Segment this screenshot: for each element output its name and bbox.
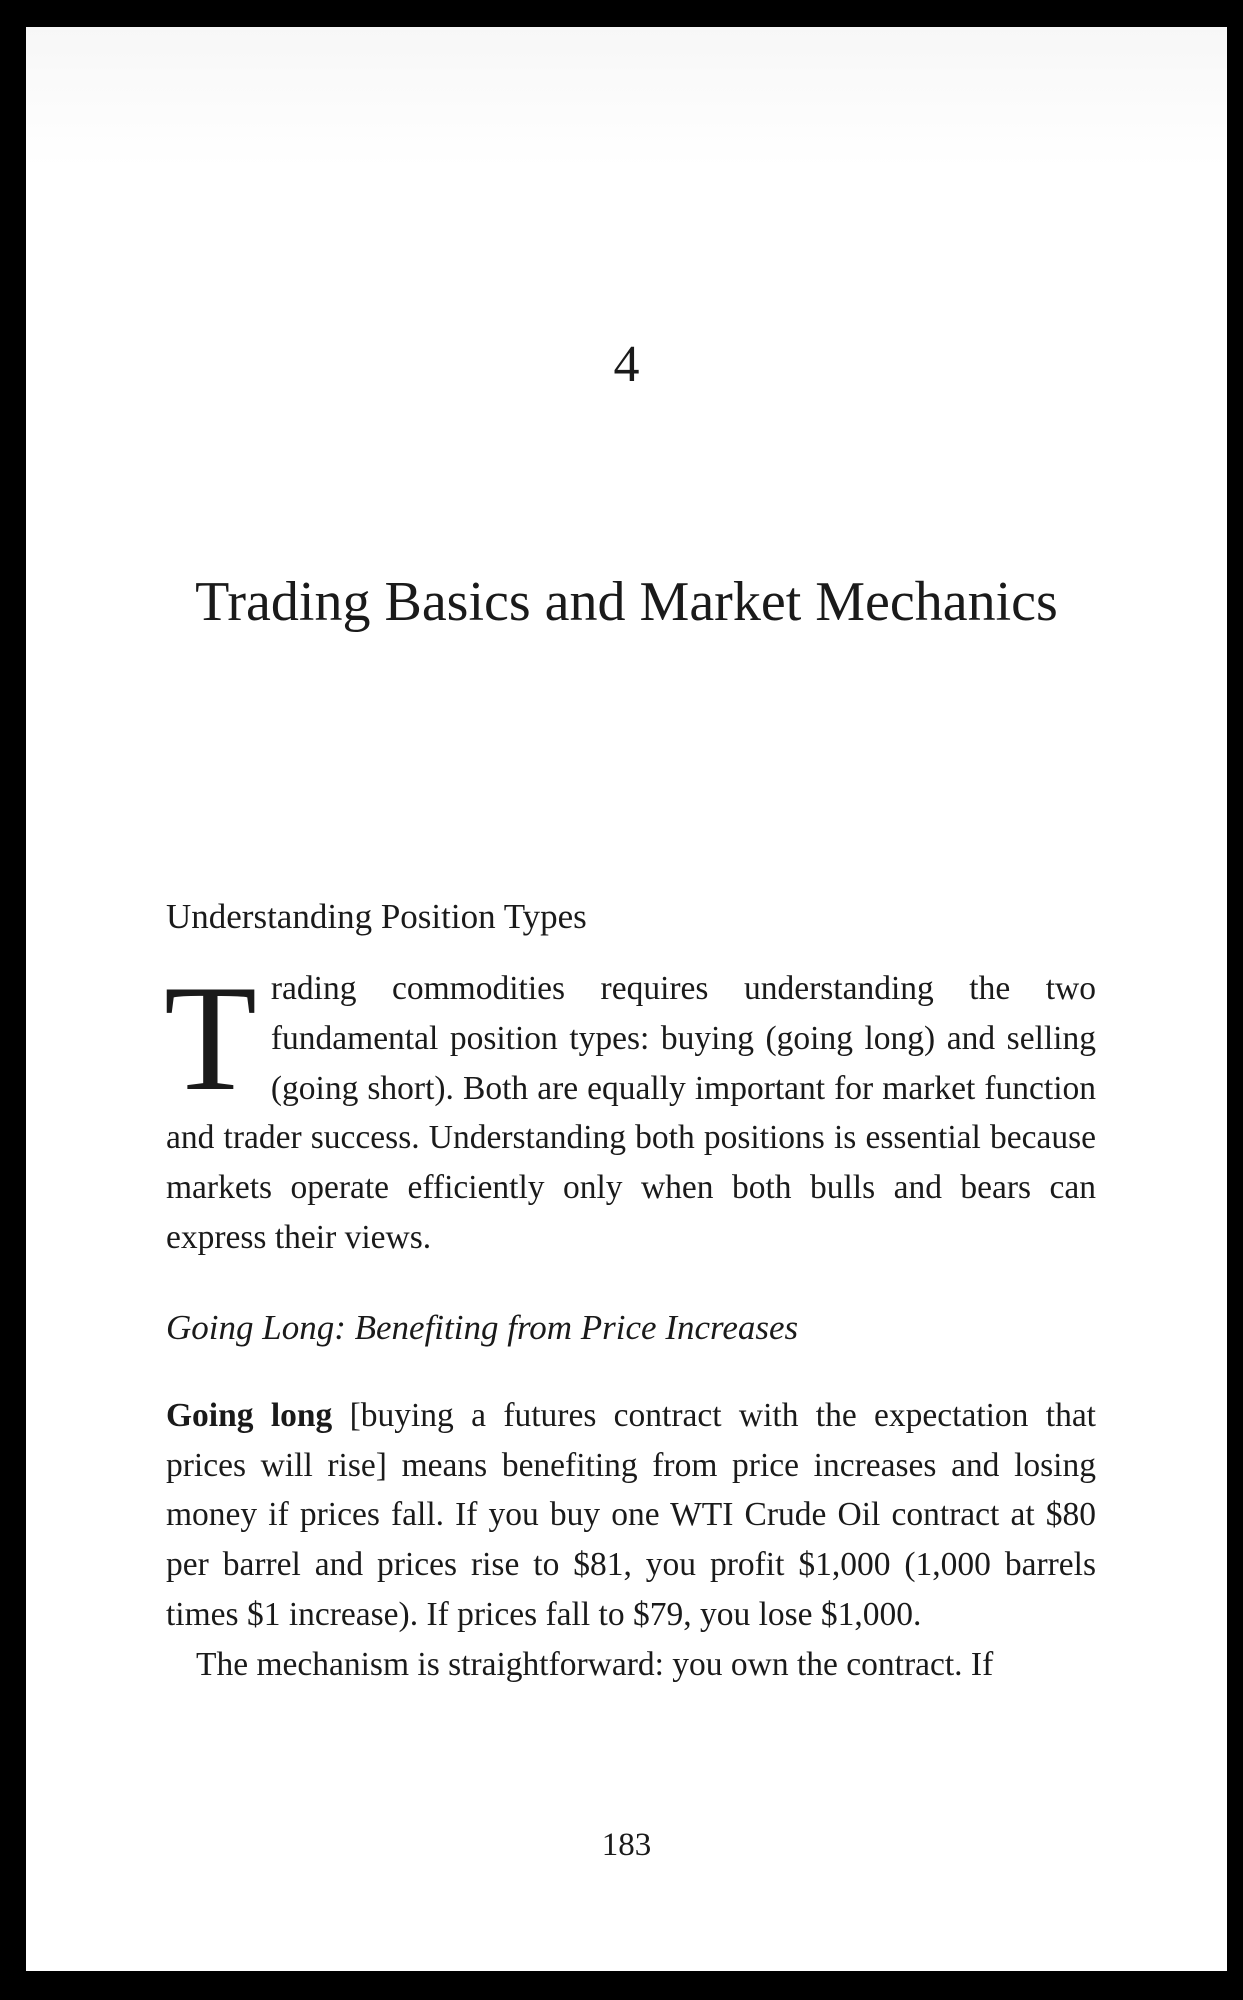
definition-paragraph [166, 1391, 1096, 1640]
section-heading: Understanding Position Types [166, 897, 587, 936]
intro-paragraph-text: rading commodities requires understanding the two fundamental position types: buying (going long) and selling (going short). Both are equally important for market function and trader success. Understanding both positions is essential because markets operate efficiently only when both bulls and bears can express their views. [166, 970, 1096, 1256]
page-number: 183 [601, 1827, 652, 1863]
definition-text: [buying a futures contract with the expectation that prices will rise] means benefiting from price increases and losing money if prices fall. If you buy one WTI Crude Oil contract at $80 per barrel and prices rise to $81, you profit $1,000 (1,000 barrels times $1 increase). If prices fall to $79, you lose $1,000. [166, 1396, 1096, 1633]
chapter-number: 4 [613, 336, 640, 393]
subsection-heading: Going Long: Benefiting from Price Increases [166, 1307, 799, 1347]
chapter-title: Trading Basics and Market Mechanics [195, 571, 1058, 633]
drop-cap: T [164, 954, 257, 1122]
continuation-paragraph: The mechanism is straightforward: you own the contract. If [196, 1645, 994, 1683]
page-body [166, 892, 1096, 1690]
defined-term: Going long [166, 1396, 333, 1434]
intro-paragraph [164, 954, 1096, 1263]
book-page [26, 27, 1227, 1971]
page-top-shadow [26, 27, 1227, 167]
